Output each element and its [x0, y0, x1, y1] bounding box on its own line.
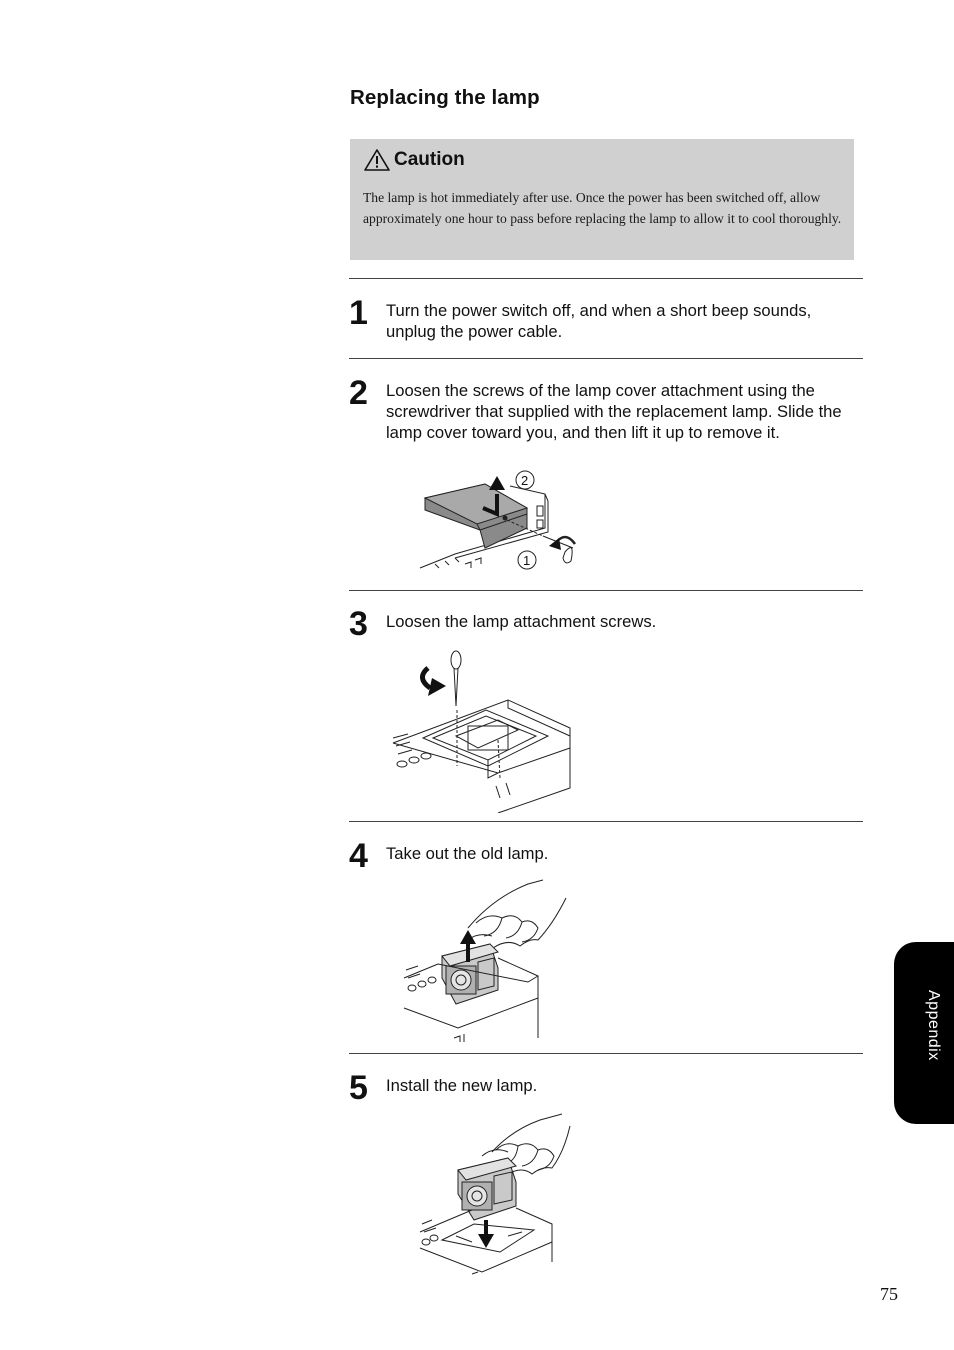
- step-divider: [349, 821, 863, 822]
- step-number: 2: [349, 374, 367, 412]
- caution-box: [350, 139, 854, 260]
- step-text: Take out the old lamp.: [386, 844, 549, 863]
- appendix-tab-label: Appendix: [925, 990, 942, 1061]
- page-number: 75: [880, 1284, 898, 1304]
- step-number: 5: [349, 1069, 367, 1107]
- warning-triangle-icon: [364, 148, 390, 172]
- step-number: 1: [349, 294, 367, 332]
- caution-text: The lamp is hot immediately after use. Once the power has been switched off, allow approximately one hour to pass before replacing the lamp to allow it to cool thoroughly.: [363, 190, 842, 226]
- step-number: 4: [349, 837, 367, 875]
- lamp-cover-removal-illustration: [415, 466, 590, 571]
- step-divider: [349, 358, 863, 359]
- step-divider: [349, 1053, 863, 1054]
- svg-text:2: 2: [521, 473, 529, 488]
- appendix-tab[interactable]: [894, 942, 954, 1124]
- caution-header: [364, 147, 465, 173]
- caution-title: Caution: [394, 149, 465, 170]
- step-text: Loosen the screws of the lamp cover attachment using the screwdriver that supplied with the replacement lamp. Slide the lamp cover toward you, and then lift it up to remove it.: [386, 381, 842, 442]
- lamp-screws-illustration: [388, 648, 578, 813]
- step-divider: [349, 590, 863, 591]
- step-text: Turn the power switch off, and when a short beep sounds, unplug the power cable.: [386, 301, 812, 341]
- step-divider: [349, 278, 863, 279]
- remove-old-lamp-illustration: [398, 878, 578, 1043]
- step-number: 3: [349, 605, 367, 643]
- step-text: Loosen the lamp attachment screws.: [386, 612, 657, 631]
- svg-text:1: 1: [523, 553, 531, 568]
- install-new-lamp-illustration: [412, 1112, 582, 1277]
- section-title: Replacing the lamp: [350, 86, 540, 109]
- step-text: Install the new lamp.: [386, 1076, 538, 1095]
